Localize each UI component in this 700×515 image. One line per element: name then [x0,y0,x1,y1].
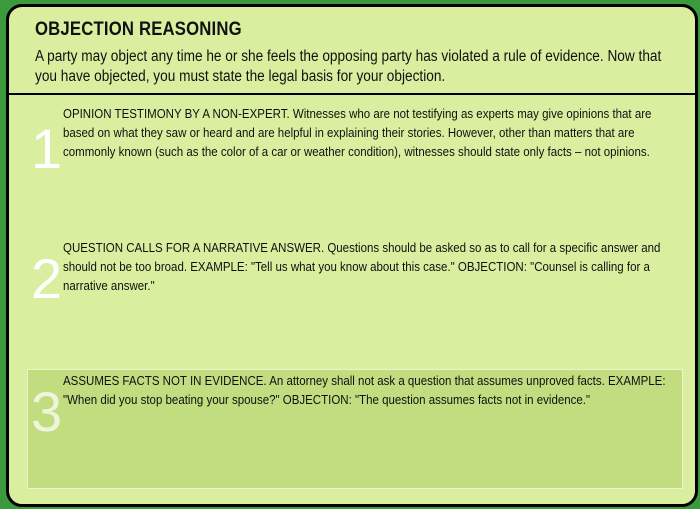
objection-item-3 [9,372,695,482]
card-header [9,7,695,95]
objection-item-2 [9,239,695,339]
item-number: 1 [31,117,63,180]
objection-card [6,4,698,507]
item-text: QUESTION CALLS FOR A NARRATIVE ANSWER. Questions should be asked so as to call for a specific answer and should not be too broad. EXAMPLE: "Tell us what you know about this case." OBJECTION: "Counsel is calling for a narrative answer." [63,241,661,293]
page-frame [2,0,698,509]
card-intro: A party may object any time he or she feels the opposing party has violated a rule of evidence. Now that you have objected, you must state the legal basis for your objection. [35,48,662,85]
card-title: OBJECTION REASONING [35,19,242,40]
item-number: 2 [31,247,63,310]
objection-item-1 [9,105,695,215]
item-text: OPINION TESTIMONY BY A NON-EXPERT. Witnesses who are not testifying as experts may give opinions that are based on what they saw or heard and are helpful in explaining their stories. However, other than matters that are commonly known (such as the color of a car or weather condition), witnesses should state only facts – not opinions. [63,107,652,159]
item-text: ASSUMES FACTS NOT IN EVIDENCE. An attorney shall not ask a question that assumes unproved facts. EXAMPLE: "When did you stop beating your spouse?" OBJECTION: "The question assumes facts not in evidence." [63,374,666,407]
item-number: 3 [31,380,63,443]
bottom-strip [0,509,700,515]
